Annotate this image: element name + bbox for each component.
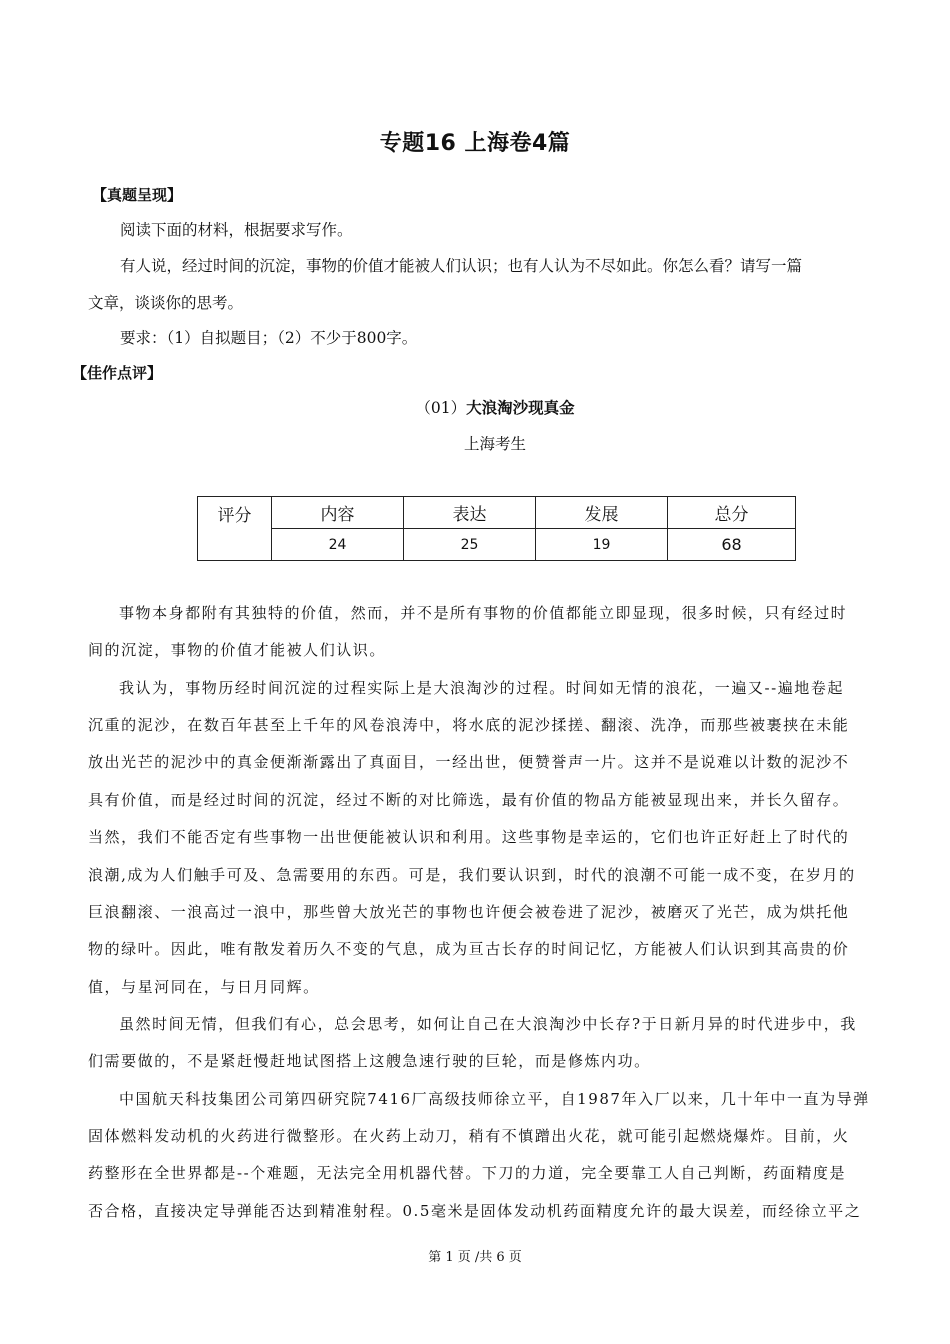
score-table: [197, 496, 796, 561]
score-value-total: 68: [668, 529, 796, 561]
section-label-jiazuo: 【佳作点评】: [72, 364, 163, 382]
page-footer: 第 1 页 /共 6 页: [428, 1250, 522, 1265]
score-value-expression: 25: [404, 529, 536, 561]
page-title: 专题16 上海卷4篇: [379, 131, 571, 156]
score-header-expression: 表达: [404, 497, 536, 529]
score-header-total: 总分: [668, 497, 796, 529]
essay-title-text: 大浪淘沙现真金: [466, 399, 575, 417]
prompt-line-1: 阅读下面的材料，根据要求写作。: [120, 221, 353, 239]
body-line: 们需要做的，不是紧赶慢赶地试图搭上这艘急速行驶的巨轮，而是修炼内功。: [88, 1052, 651, 1070]
score-row-label: 评分: [198, 497, 272, 561]
score-value-content: 24: [272, 529, 404, 561]
prompt-line-3: 文章，谈谈你的思考。: [88, 294, 244, 312]
body-line: 当然，我们不能否定有些事物一出世便能被认识和利用。这些事物是幸运的，它们也许正好赶上了时代的: [88, 828, 850, 846]
prompt-line-4: 要求：（1）自拟题目；（2）不少于800字。: [120, 329, 418, 347]
body-line: 浪潮,成为人们触手可及、急需要用的东西。可是，我们要认识到，时代的浪潮不可能一成不变，在岁月的: [88, 866, 856, 884]
body-line: 放出光芒的泥沙中的真金便渐渐露出了真面目，一经出世，便赞誉声一片。这并不是说难以计数的泥沙不: [88, 753, 850, 771]
body-line: 物的绿叶。因此，唯有散发着历久不变的气息，成为亘古长存的时间记忆，方能被人们认识到其高贵的价: [88, 940, 850, 958]
body-line: 固体燃料发动机的火药进行微整形。在火药上动刀，稍有不慎蹭出火花，就可能引起燃烧爆炸。目前，火: [88, 1127, 850, 1145]
body-line: 间的沉淀，事物的价值才能被人们认识。: [88, 641, 386, 659]
essay-number: （01）: [415, 399, 467, 417]
body-line: 具有价值，而是经过时间的沉淀，经过不断的对比筛选，最有价值的物品方能被显现出来，并长久留存。: [88, 791, 850, 809]
body-line: 值，与星河同在，与日月同辉。: [88, 978, 320, 996]
body-line: 事物本身都附有其独特的价值，然而，并不是所有事物的价值都能立即显现，很多时候，只有经过时: [119, 604, 848, 622]
section-label-zhenti: 【真题呈现】: [92, 186, 183, 204]
body-line: 药整形在全世界都是--个难题，无法完全用机器代替。下刀的力道，完全要靠工人自己判断，药面精度是: [88, 1164, 846, 1182]
score-header-content: 内容: [272, 497, 404, 529]
essay-title: [0, 396, 950, 418]
prompt-line-2: 有人说，经过时间的沉淀，事物的价值才能被人们认识；也有人认为不尽如此。你怎么看？请写一篇: [120, 257, 803, 275]
essay-author: 上海考生: [463, 435, 526, 453]
score-header-development: 发展: [536, 497, 668, 529]
body-line: 我认为，事物历经时间沉淀的过程实际上是大浪淘沙的过程。时间如无情的浪花，一遍又--遍地卷起: [119, 679, 844, 697]
body-line: 虽然时间无情，但我们有心，总会思考，如何让自己在大浪淘沙中长存?于日新月异的时代进步中，我: [119, 1015, 857, 1033]
score-value-development: 19: [536, 529, 668, 561]
body-line: 巨浪翻滚、一浪高过一浪中，那些曾大放光芒的事物也许便会被卷进了泥沙，被磨灭了光芒，成为烘托他: [88, 903, 850, 921]
body-line: 中国航天科技集团公司第四研究院7416厂高级技师徐立平，自1987年入厂以来，几十年中一直为导弹: [119, 1090, 870, 1108]
body-line: 沉重的泥沙，在数百年甚至上千年的风卷浪涛中，将水底的泥沙揉搓、翻滚、洗净，而那些被裹挟在未能: [88, 716, 850, 734]
body-line: 否合格，直接决定导弹能否达到精准射程。0.5毫米是固体发动机药面精度允许的最大误差，而经徐立平之: [88, 1202, 862, 1220]
